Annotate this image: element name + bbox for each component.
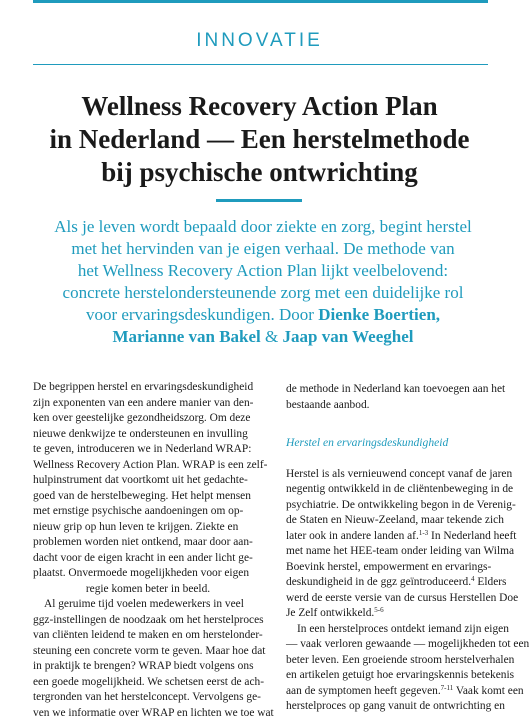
section-label: INNOVATIE <box>0 30 519 52</box>
text-line <box>286 575 508 591</box>
text-line: nieuwe denkwijze te ondersteunen en invulling <box>33 427 263 443</box>
text-line: bestaande aanbod. <box>286 398 508 414</box>
text-line: ven we informatie over WRAP en lichten we toe wat <box>33 706 263 721</box>
text-line: Wellness Recovery Action Plan. WRAP is een zelf- <box>33 458 263 474</box>
text-line: ggz-instellingen de noodzaak om het herstelproces <box>33 613 263 629</box>
text-line: negentig ontwikkeld in de cliëntenbeweging in de <box>286 482 508 498</box>
text-line: goed van de herstelbeweging. Het helpt mensen <box>33 489 263 505</box>
text-segment: Elders <box>475 576 507 588</box>
body-paragraph <box>33 380 263 597</box>
title-line: in Nederland — Een herstelmethode <box>20 123 499 156</box>
footnote-ref: 4 <box>471 575 475 583</box>
text-line: in praktijk te brengen? WRAP biedt volgens ons <box>33 659 263 675</box>
text-segment: Je Zelf ontwikkeld. <box>286 607 374 619</box>
title-line: bij psychische ontwrichting <box>20 156 499 189</box>
text-segment: Vaak komt een <box>453 685 523 697</box>
lead-line: het Wellness Recovery Action Plan lijkt veelbelovend: <box>48 260 478 282</box>
text-line: problemen worden niet ontkend, maar door aan- <box>33 535 263 551</box>
right-column <box>286 382 508 715</box>
body-paragraph <box>286 622 508 715</box>
spacer <box>286 413 508 435</box>
text-line: ken over geestelijke gezondheidszorg. Om deze <box>33 411 263 427</box>
text-line: werd de eerste versie van de cursus Herstellen Doe <box>286 591 508 607</box>
lead-line <box>48 326 478 348</box>
text-line: dacht voor de eigen kracht in een ander licht ge- <box>33 551 263 567</box>
title-line: Wellness Recovery Action Plan <box>20 90 499 123</box>
left-column <box>33 380 263 721</box>
text-line: — vaak verloren gewaande — mogelijkheden tot een <box>286 637 508 653</box>
author-name: Marianne van Bakel <box>112 327 260 346</box>
footnote-ref: 5-6 <box>374 606 383 614</box>
text-line: beter leven. Een groeiende stroom herstelverhalen <box>286 653 508 669</box>
text-line: In een herstelproces ontdekt iemand zijn eigen <box>286 622 508 638</box>
spacer <box>286 451 508 467</box>
lead-line: concrete herstelondersteunende zorg met een duidelijke rol <box>48 282 478 304</box>
text-line: en artikelen getuigt hoe ervaringskennis betekenis <box>286 668 508 684</box>
text-segment: deskundigheid in de ggz geïntroduceerd. <box>286 576 471 588</box>
text-line: hulpinstrument dat voortkomt uit het gedachte- <box>33 473 263 489</box>
section-rule <box>33 64 488 65</box>
footnote-ref: 7-11 <box>441 684 454 692</box>
text-line: Al geruime tijd voelen medewerkers in veel <box>33 597 263 613</box>
text-line: tergronden van het herstelconcept. Vervolgens ge- <box>33 690 263 706</box>
text-line: nieuw grip op hun leven te krijgen. Ziekte en <box>33 520 263 536</box>
article-title <box>20 90 499 189</box>
text-line: de methode in Nederland kan toevoegen aan het <box>286 382 508 398</box>
body-paragraph <box>286 467 508 622</box>
body-paragraph <box>33 597 263 721</box>
section-subheading: Herstel en ervaringsdeskundigheid <box>286 435 508 451</box>
text-line: met ernstige psychische aandoeningen om op- <box>33 504 263 520</box>
lead-paragraph <box>48 216 478 348</box>
text-line: Boevink herstel, empowerment en ervarings- <box>286 560 508 576</box>
text-segment: later ook in andere landen af. <box>286 530 419 542</box>
lead-line: met het hervinden van je eigen verhaal. De methode van <box>48 238 478 260</box>
top-rule <box>33 0 488 3</box>
text-line: herstelproces op gang vanuit de ontwrichting en <box>286 699 508 715</box>
text-line: psychiatrie. De ontwikkeling begon in de Verenig- <box>286 498 508 514</box>
lead-line: Als je leven wordt bepaald door ziekte en zorg, begint herstel <box>48 216 478 238</box>
text-segment: aan de symptomen heeft gegeven. <box>286 685 441 697</box>
text-line: te geven, introduceren we in Nederland WRAP: <box>33 442 263 458</box>
text-line <box>286 684 508 700</box>
text-line: steuning een concrete vorm te geven. Maar hoe dat <box>33 644 263 660</box>
text-line: met name het HEE-team onder leiding van Wilma <box>286 544 508 560</box>
text-line: de Staten en Nieuw-Zeeland, maar tekende zich <box>286 513 508 529</box>
text-line: van cliënten leidend te maken en om herstelonder- <box>33 628 263 644</box>
text-line: een goede mogelijkheid. We schetsen eerst de ach- <box>33 675 263 691</box>
text-line <box>286 529 508 545</box>
text-line: zijn exponenten van een andere manier van den- <box>33 396 263 412</box>
footnote-ref: 1-3 <box>419 529 428 537</box>
body-paragraph <box>286 382 508 413</box>
title-divider <box>216 199 302 202</box>
author-name: Dienke Boertien, <box>318 305 440 324</box>
text-line: De begrippen herstel en ervaringsdeskundigheid <box>33 380 263 396</box>
text-line: plaatst. Onvermoede mogelijkheden voor eigen <box>33 566 263 582</box>
lead-text: voor ervaringsdeskundigen. Door <box>86 305 318 324</box>
text-line: regie komen beter in beeld. <box>33 582 263 598</box>
text-line: Herstel is als vernieuwend concept vanaf de jaren <box>286 467 508 483</box>
text-line <box>286 606 508 622</box>
author-name: Jaap van Weeghel <box>283 327 414 346</box>
author-separator: & <box>261 327 283 346</box>
text-segment: In Nederland heeft <box>428 530 516 542</box>
lead-line <box>48 304 478 326</box>
